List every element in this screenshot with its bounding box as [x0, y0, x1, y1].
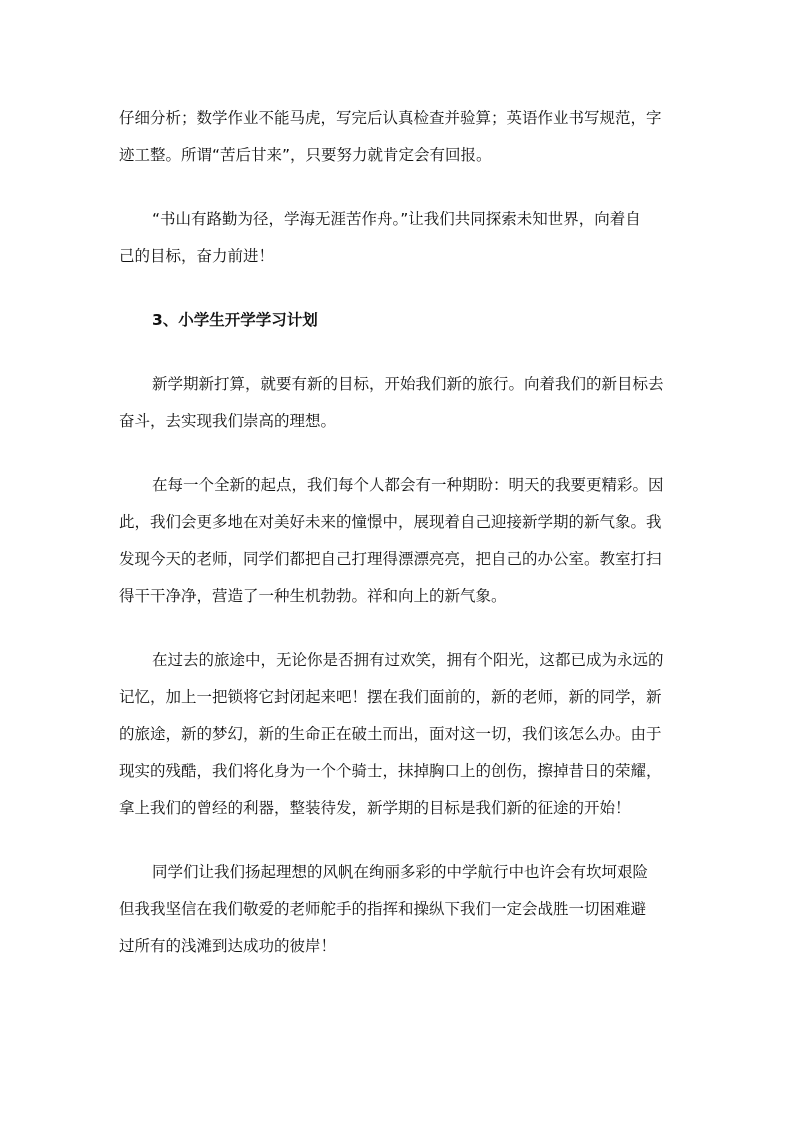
text-line: 仔细分析；数学作业不能马虎，写完后认真检查并验算；英语作业书写规范，字: [119, 109, 662, 127]
paragraph-1: [119, 100, 677, 174]
text-line: 在每一个全新的起点，我们每个人都会有一种期盼：明天的我要更精彩。因: [152, 476, 664, 494]
text-line: “书山有路勤为径，学海无涯苦作舟。”让我们共同探索未知世界，向着自: [152, 210, 641, 228]
text-line: 拿上我们的曾经的利器，整装待发，新学期的目标是我们新的征途的开始！: [119, 799, 631, 817]
text-line: 奋斗，去实现我们崇高的理想。: [119, 412, 337, 430]
text-line: 新学期新打算，就要有新的目标，开始我们新的旅行。向着我们的新目标去: [152, 375, 664, 393]
section-heading: 3、小学生开学学习计划: [152, 311, 318, 329]
text-line: 在过去的旅途中，无论你是否拥有过欢笑，拥有个阳光，这都已成为永远的: [152, 651, 664, 669]
text-line: 己的目标，奋力前进！: [119, 247, 275, 265]
text-line: 同学们让我们扬起理想的风帆在绚丽多彩的中学航行中也许会有坎坷艰险: [152, 863, 649, 881]
text-line: 现实的残酷，我们将化身为一个个骑士，抹掉胸口上的创伤，擦掉昔日的荣耀，: [119, 762, 662, 780]
text-line: 此，我们会更多地在对美好未来的憧憬中，展现着自己迎接新学期的新气象。我: [119, 513, 662, 531]
text-line: 记忆，加上一把锁将它封闭起来吧！摆在我们面前的，新的老师，新的同学，新: [119, 688, 662, 706]
document-body: [119, 100, 677, 992]
text-line: 得干干净净，营造了一种生机勃勃。祥和向上的新气象。: [119, 587, 507, 605]
text-line: 的旅途，新的梦幻，新的生命正在破土而出，面对这一切，我们该怎么办。由于: [119, 725, 662, 743]
paragraph-4: [119, 467, 677, 615]
paragraph-2: [119, 201, 677, 275]
paragraph-6: [119, 854, 677, 965]
text-line: 但我我坚信在我们敬爱的老师舵手的指挥和操纵下我们一定会战胜一切困难避: [119, 900, 647, 918]
text-line: 发现今天的老师，同学们都把自己打理得漂漂亮亮，把自己的办公室。教室打扫: [119, 550, 662, 568]
paragraph-5: [119, 642, 677, 827]
text-line: 过所有的浅滩到达成功的彼岸！: [119, 937, 337, 955]
paragraph-3: [119, 366, 677, 440]
text-line: 迹工整。所谓“苦后甘来”，只要努力就肯定会有回报。: [119, 146, 492, 164]
